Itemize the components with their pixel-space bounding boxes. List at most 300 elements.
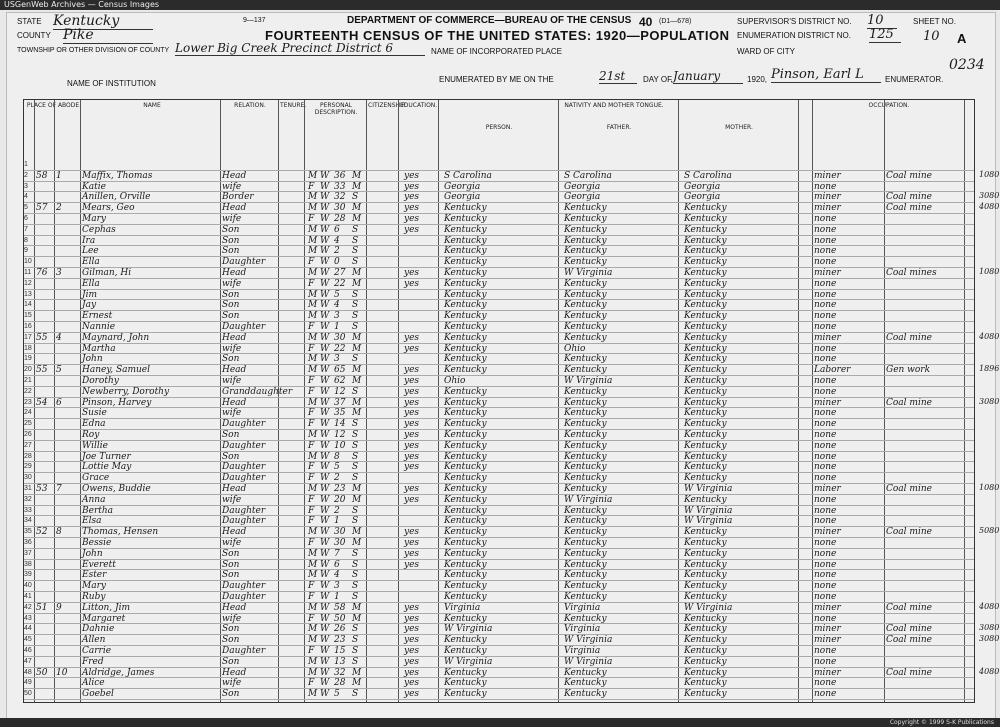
table-row: [24, 214, 974, 225]
table-row: [24, 160, 974, 171]
table-row: [24, 365, 974, 376]
cell-ms: S: [352, 473, 359, 484]
cell-birth: Ohio: [444, 376, 466, 386]
cell-rel: Daughter: [222, 322, 266, 332]
cell-rel: wife: [222, 376, 242, 386]
sheet-value: 10: [923, 29, 940, 44]
cell-race: W: [320, 527, 330, 538]
cell-rel: Border: [222, 192, 254, 203]
cell-mbirth: Kentucky: [684, 278, 727, 289]
cell-sex: M: [308, 311, 318, 322]
cell-race: W: [320, 376, 330, 386]
margin-code: 3080: [979, 191, 1000, 201]
state-value: Kentucky: [53, 13, 153, 30]
cell-name: Owens, Buddie: [82, 484, 151, 494]
cell-name: Bessie: [82, 538, 112, 548]
cell-fbirth: Kentucky: [564, 440, 607, 451]
cell-sex: F: [308, 462, 315, 473]
county-label: COUNTY: [17, 31, 51, 40]
cell-occ: none: [814, 505, 837, 516]
supervisor-value: 10: [867, 13, 897, 29]
cell-occ: miner: [814, 397, 841, 408]
cell-age: 22: [334, 278, 346, 289]
margin-code: 1080: [979, 483, 1000, 492]
cell-n: 36: [24, 539, 32, 546]
enumerator-name: Pinson, Earl L: [771, 67, 881, 83]
cell-birth: Kentucky: [444, 440, 487, 451]
cell-rel: Daughter: [222, 257, 266, 268]
township-value: Lower Big Creek Precinct District 6: [175, 41, 425, 56]
cell-n: 10: [24, 258, 32, 266]
cell-name: Fred: [82, 656, 104, 667]
cell-ind: Coal mines: [886, 268, 937, 278]
head-person: PERSON.: [485, 124, 513, 131]
head-name: NAME: [143, 102, 161, 109]
cell-age: 5: [334, 462, 340, 473]
cell-age: 30: [334, 538, 346, 548]
cell-n: 11: [24, 269, 32, 276]
cell-ms: M: [352, 170, 362, 181]
cell-ms: S: [352, 592, 359, 602]
cell-rel: Son: [222, 656, 240, 667]
cell-rel: wife: [222, 214, 242, 224]
cell-age: 4: [334, 570, 340, 581]
cell-n: 31: [24, 485, 32, 492]
cell-dw: 57: [36, 203, 48, 214]
cell-occ: none: [814, 656, 837, 667]
cell-race: W: [320, 268, 330, 278]
cell-race: W: [320, 235, 330, 246]
cell-age: 4: [334, 300, 340, 311]
cell-eng: yes: [404, 440, 420, 451]
cell-eng: yes: [404, 365, 420, 376]
cell-occ: miner: [814, 667, 841, 678]
cell-ms: S: [352, 300, 359, 311]
cell-race: W: [320, 419, 330, 430]
cell-occ: none: [814, 646, 837, 656]
cell-sex: M: [308, 289, 318, 300]
cell-sex: F: [308, 592, 315, 602]
table-row: [24, 182, 974, 193]
cell-age: 4: [334, 235, 340, 246]
cell-race: W: [320, 192, 330, 203]
cell-sex: M: [308, 635, 318, 646]
cell-race: W: [320, 678, 330, 689]
cell-fbirth: Kentucky: [564, 473, 607, 484]
cell-mbirth: Kentucky: [684, 462, 727, 473]
cell-mbirth: Kentucky: [684, 300, 727, 311]
cell-race: W: [320, 646, 330, 656]
cell-dw: 53: [36, 484, 48, 494]
page-code: (D1—678): [659, 18, 692, 25]
cell-mbirth: Kentucky: [684, 408, 727, 419]
cell-mbirth: Kentucky: [684, 257, 727, 268]
margin-code: 3080: [979, 396, 1000, 406]
cell-ms: S: [352, 516, 359, 527]
cell-ind: Coal mine: [886, 624, 932, 635]
cell-fbirth: Georgia: [564, 192, 601, 203]
cell-name: Allen: [82, 635, 106, 646]
cell-occ: none: [814, 311, 837, 322]
table-row: [24, 279, 974, 290]
cell-sex: M: [308, 624, 318, 635]
cell-birth: Kentucky: [444, 527, 487, 538]
cell-occ: none: [814, 462, 837, 473]
cell-mbirth: W Virginia: [684, 505, 733, 516]
cell-age: 35: [334, 408, 346, 419]
cell-eng: yes: [404, 203, 420, 214]
cell-eng: yes: [404, 667, 420, 678]
table-row: [24, 506, 974, 517]
cell-fam: 7: [56, 484, 62, 494]
cell-occ: none: [814, 419, 837, 430]
cell-age: 30: [334, 332, 346, 343]
cell-birth: Kentucky: [444, 235, 487, 246]
cell-rel: Daughter: [222, 419, 266, 430]
cell-race: W: [320, 440, 330, 451]
cell-sex: F: [308, 538, 315, 548]
cell-eng: yes: [404, 343, 420, 354]
cell-ms: M: [352, 203, 362, 214]
cell-fbirth: S Carolina: [564, 170, 612, 181]
cell-ms: S: [352, 246, 359, 257]
cell-n: 30: [24, 474, 32, 482]
cell-mbirth: Kentucky: [684, 311, 727, 322]
cell-name: Cephas: [82, 224, 116, 235]
cell-n: 45: [24, 636, 32, 644]
cell-birth: Kentucky: [444, 559, 487, 570]
cell-birth: Kentucky: [444, 430, 487, 440]
cell-name: Maffix, Thomas: [82, 170, 153, 181]
margin-code: 4080: [979, 202, 1000, 212]
cell-birth: Georgia: [444, 181, 481, 192]
cell-race: W: [320, 408, 330, 419]
table-row: [24, 624, 974, 635]
cell-sex: M: [308, 527, 318, 538]
cell-occ: none: [814, 451, 837, 462]
cell-race: W: [320, 203, 330, 214]
cell-fbirth: Kentucky: [564, 332, 607, 343]
cell-mbirth: Kentucky: [684, 397, 727, 408]
table-row: [24, 376, 974, 387]
cell-birth: Kentucky: [444, 462, 487, 473]
cell-age: 20: [334, 494, 346, 505]
cell-sex: M: [308, 300, 318, 311]
table-row: [24, 268, 974, 279]
cell-rel: Son: [222, 311, 240, 322]
cell-n: 29: [24, 463, 32, 471]
cell-name: Ira: [82, 235, 96, 246]
cell-occ: none: [814, 559, 837, 570]
cell-ms: M: [352, 602, 362, 613]
cell-birth: Kentucky: [444, 678, 487, 689]
cell-fbirth: Kentucky: [564, 559, 607, 570]
cell-rel: Daughter: [222, 516, 266, 527]
cell-ms: M: [352, 527, 362, 538]
cell-rel: wife: [222, 494, 242, 505]
cell-eng: yes: [404, 646, 420, 656]
cell-birth: Kentucky: [444, 246, 487, 257]
cell-fam: 1: [56, 170, 62, 181]
cell-fbirth: Virginia: [564, 602, 601, 613]
cell-name: Mears, Geo: [82, 203, 135, 214]
cell-fbirth: Kentucky: [564, 484, 607, 494]
cell-sex: M: [308, 484, 318, 494]
cell-birth: Kentucky: [444, 592, 487, 602]
cell-n: 49: [24, 679, 32, 687]
cell-n: 37: [24, 549, 32, 557]
cell-ms: M: [352, 365, 362, 376]
cell-name: John: [82, 354, 103, 365]
cell-ms: S: [352, 559, 359, 570]
cell-n: 25: [24, 420, 32, 428]
head-mother: MOTHER.: [725, 124, 753, 131]
cell-rel: Son: [222, 224, 240, 235]
cell-race: W: [320, 224, 330, 235]
cell-ms: S: [352, 548, 359, 559]
cell-birth: Georgia: [444, 192, 481, 203]
cell-fbirth: Kentucky: [564, 322, 607, 332]
cell-ms: S: [352, 624, 359, 635]
cell-ind: Coal mine: [886, 332, 932, 343]
cell-mbirth: Kentucky: [684, 624, 727, 635]
cell-n: 12: [24, 279, 32, 287]
cell-n: 20: [24, 366, 32, 374]
cell-ms: M: [352, 538, 362, 548]
table-row: [24, 516, 974, 527]
cell-mbirth: Kentucky: [684, 656, 727, 667]
cell-birth: Kentucky: [444, 365, 487, 376]
cell-n: 39: [24, 571, 32, 579]
cell-mbirth: Kentucky: [684, 570, 727, 581]
cell-fbirth: W Virginia: [564, 635, 613, 646]
margin-code: 1080: [979, 267, 1000, 276]
form-code: 9—137: [243, 17, 266, 24]
table-row: [24, 441, 974, 452]
cell-name: Ernest: [82, 311, 113, 322]
cell-race: W: [320, 613, 330, 624]
cell-name: Pinson, Harvey: [82, 397, 152, 408]
cell-ms: S: [352, 311, 359, 322]
cell-fbirth: Kentucky: [564, 538, 607, 548]
cell-rel: Daughter: [222, 440, 266, 451]
cell-name: Lottie May: [82, 462, 132, 473]
cell-fbirth: Virginia: [564, 624, 601, 635]
margin-code: 4080: [979, 666, 1000, 676]
cell-mbirth: Kentucky: [684, 646, 727, 656]
cell-age: 6: [334, 224, 340, 235]
table-row: [24, 473, 974, 484]
cell-rel: Daughter: [222, 462, 266, 473]
cell-eng: yes: [404, 602, 420, 613]
enumerated-month: January: [673, 69, 743, 84]
institution-label: NAME OF INSTITUTION: [67, 79, 156, 88]
cell-ind: Coal mine: [886, 602, 932, 613]
cell-name: Elsa: [82, 516, 102, 527]
cell-n: 18: [24, 344, 32, 352]
cell-sex: F: [308, 278, 315, 289]
table-row: [24, 203, 974, 214]
cell-fbirth: Kentucky: [564, 613, 607, 624]
copyright: Copyright © 1999 S-K Publications: [889, 719, 994, 726]
cell-fbirth: Kentucky: [564, 505, 607, 516]
cell-mbirth: Kentucky: [684, 581, 727, 592]
head-father: FATHER.: [606, 124, 632, 131]
cell-age: 26: [334, 624, 346, 635]
cell-race: W: [320, 538, 330, 548]
cell-birth: Kentucky: [444, 257, 487, 268]
cell-birth: Kentucky: [444, 408, 487, 419]
cell-age: 62: [334, 376, 346, 386]
cell-rel: Son: [222, 289, 240, 300]
cell-age: 23: [334, 484, 346, 494]
table-row: [24, 527, 974, 538]
cell-occ: none: [814, 613, 837, 624]
cell-ms: M: [352, 408, 362, 419]
table-row: [24, 387, 974, 398]
cell-name: John: [82, 548, 103, 559]
cell-name: Aldridge, James: [82, 667, 155, 678]
cell-race: W: [320, 505, 330, 516]
cell-birth: Kentucky: [444, 203, 487, 214]
cell-n: 22: [24, 387, 32, 395]
table-row: [24, 635, 974, 646]
cell-mbirth: W Virginia: [684, 602, 733, 613]
table-row: [24, 452, 974, 463]
cell-n: 27: [24, 441, 32, 449]
cell-age: 5: [334, 689, 340, 700]
table-row: [24, 311, 974, 322]
state-label: STATE: [17, 17, 42, 26]
enumerator-label: ENUMERATOR.: [885, 75, 944, 84]
cell-occ: none: [814, 570, 837, 581]
cell-occ: none: [814, 678, 837, 689]
cell-fam: 6: [56, 397, 62, 408]
cell-birth: Kentucky: [444, 354, 487, 365]
cell-n: 23: [24, 398, 32, 406]
cell-fbirth: Kentucky: [564, 354, 607, 365]
cell-sex: F: [308, 322, 315, 332]
cell-age: 15: [334, 646, 346, 656]
cell-mbirth: Georgia: [684, 192, 721, 203]
cell-fbirth: Kentucky: [564, 689, 607, 700]
enumerated-day: 21st: [599, 69, 637, 84]
cell-ms: S: [352, 581, 359, 592]
cell-n: 50: [24, 690, 32, 698]
cell-fbirth: Kentucky: [564, 214, 607, 224]
cell-occ: none: [814, 516, 837, 527]
cell-occ: none: [814, 289, 837, 300]
sheet-label: SHEET NO.: [913, 17, 956, 26]
table-row: [24, 560, 974, 571]
cell-ms: S: [352, 646, 359, 656]
cell-occ: none: [814, 214, 837, 224]
cell-birth: Kentucky: [444, 397, 487, 408]
cell-occ: none: [814, 257, 837, 268]
cell-sex: M: [308, 235, 318, 246]
cell-age: 50: [334, 613, 346, 624]
cell-fbirth: Kentucky: [564, 278, 607, 289]
cell-fbirth: Kentucky: [564, 548, 607, 559]
cell-age: 58: [334, 602, 346, 613]
cell-ms: S: [352, 386, 359, 397]
cell-n: 33: [24, 506, 32, 514]
cell-rel: wife: [222, 278, 242, 289]
cell-birth: Kentucky: [444, 419, 487, 430]
table-row: [24, 171, 974, 182]
cell-occ: none: [814, 408, 837, 419]
cell-sex: M: [308, 224, 318, 235]
cell-name: Joe Turner: [82, 451, 131, 462]
cell-occ: miner: [814, 332, 841, 343]
cell-mbirth: W Virginia: [684, 516, 733, 527]
cell-eng: yes: [404, 559, 420, 570]
cell-n: 5: [24, 204, 28, 212]
cell-n: 3: [24, 182, 28, 190]
cell-eng: yes: [404, 656, 420, 667]
cell-name: Mary: [82, 581, 106, 592]
cell-fbirth: Kentucky: [564, 235, 607, 246]
cell-fbirth: Kentucky: [564, 581, 607, 592]
cell-eng: yes: [404, 548, 420, 559]
cell-ms: M: [352, 397, 362, 408]
cell-sex: M: [308, 430, 318, 440]
cell-ms: S: [352, 505, 359, 516]
cell-n: 13: [24, 290, 32, 298]
cell-name: Everett: [82, 559, 116, 570]
cell-age: 13: [334, 656, 346, 667]
cell-rel: Son: [222, 430, 240, 440]
cell-sex: M: [308, 689, 318, 700]
cell-name: Ella: [82, 278, 100, 289]
cell-name: Maynard, John: [82, 332, 150, 343]
cell-race: W: [320, 214, 330, 224]
cell-name: Bertha: [82, 505, 114, 516]
cell-birth: W Virginia: [444, 656, 493, 667]
cell-race: W: [320, 170, 330, 181]
cell-sex: M: [308, 656, 318, 667]
year-label: 1920,: [747, 75, 768, 84]
cell-sex: F: [308, 505, 315, 516]
cell-rel: Head: [222, 484, 247, 494]
cell-sex: F: [308, 343, 315, 354]
cell-ms: M: [352, 484, 362, 494]
cell-birth: Kentucky: [444, 570, 487, 581]
cell-fbirth: Kentucky: [564, 408, 607, 419]
cell-mbirth: Kentucky: [684, 365, 727, 376]
table-row: [24, 581, 974, 592]
cell-name: Nannie: [82, 322, 116, 332]
cell-eng: yes: [404, 181, 420, 192]
cell-occ: miner: [814, 203, 841, 214]
cell-ind: Gen work: [886, 365, 931, 376]
cell-rel: Daughter: [222, 505, 266, 516]
cell-mbirth: Kentucky: [684, 494, 727, 505]
cell-name: Anillen, Orville: [82, 192, 151, 203]
cell-fbirth: W Virginia: [564, 494, 613, 505]
cell-fam: 4: [56, 332, 62, 343]
cell-mbirth: Kentucky: [684, 440, 727, 451]
cell-ms: M: [352, 494, 362, 505]
cell-mbirth: Kentucky: [684, 224, 727, 235]
table-row: [24, 290, 974, 301]
cell-fbirth: Kentucky: [564, 527, 607, 538]
cell-mbirth: Kentucky: [684, 246, 727, 257]
cell-rel: wife: [222, 343, 242, 354]
cell-rel: Son: [222, 689, 240, 700]
cell-fbirth: Kentucky: [564, 451, 607, 462]
cell-birth: Kentucky: [444, 224, 487, 235]
